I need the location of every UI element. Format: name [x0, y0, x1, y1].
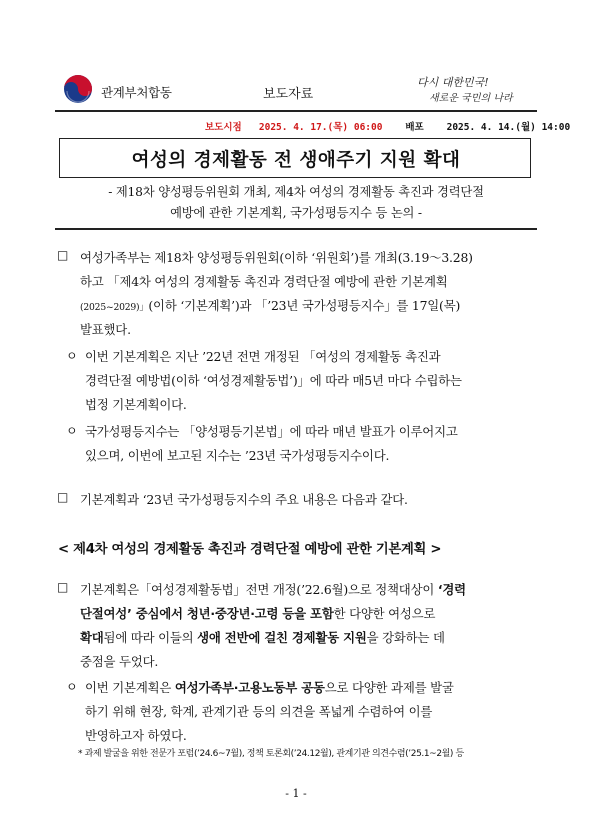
para1-line: 여성가족부는 제18차 양성평등위원회(이하 ‘위원회’)를 개최(3.19～3.28): [80, 250, 473, 265]
sub3-line: [85, 678, 454, 696]
sub3-text: 으로 다양한 과제를 발굴: [324, 680, 454, 695]
sub1-line: 경력단절 예방법(이하 ‘여성경제활동법’)」에 따라 매5년 마다 수립하는: [85, 373, 462, 388]
sub3-text: 이번 기본계획은: [85, 680, 175, 695]
para1-line-tail: (이하 ‘기본계획’)과 「’23년 국가성평등지수」를 17일(목): [148, 298, 461, 313]
sub2-line: 국가성평등지수는 「양성평등기본법」에 따라 매년 발표가 이루어지고: [85, 424, 458, 439]
taegeuk-logo-icon: [63, 74, 93, 104]
para3-line: [80, 604, 435, 622]
circle-bullet: ㅇ: [66, 349, 78, 363]
distribution-label: 배포: [405, 122, 424, 133]
square-bullet: □: [57, 580, 69, 594]
para3-emphasis: ‘경력: [437, 582, 466, 597]
para1-line: 하고 「제4차 여성의 경제활동 촉진과 경력단절 예방에 관한 기본계획: [80, 274, 448, 289]
title-rule: [55, 228, 537, 230]
sub2-line: 있으며, 이번에 보고된 지수는 ’23년 국가성평등지수이다.: [85, 448, 390, 463]
para3-text: 기본계획은「여성경제활동법」전면 개정(’22.6월)으로 정책대상이: [80, 582, 438, 597]
footnote-star: *: [78, 749, 83, 759]
slogan-line-2: 새로운 국민의 나라: [429, 93, 513, 104]
para3-text: 을 강화하는 데: [366, 630, 445, 645]
sub1-line: 이번 기본계획은 지난 ’22년 전면 개정된 「여성의 경제활동 촉진과: [85, 349, 441, 364]
headline: 여성의 경제활동 전 생애주기 지원 확대: [131, 150, 461, 171]
para3-line: 중점을 두었다.: [80, 654, 159, 669]
circle-bullet: ㅇ: [66, 424, 78, 438]
title-box: [59, 138, 531, 178]
footnote: [78, 746, 464, 759]
para3-text: 한 다양한 여성으로: [333, 606, 436, 621]
square-bullet: □: [57, 490, 69, 504]
para3-emphasis: 단절여성’ 중심에서 청년·중장년·고령 등을 포함: [80, 606, 334, 621]
page-number: - 1 -: [285, 787, 307, 800]
document-type: 보도자료: [263, 87, 314, 102]
subheadline-line-2: 예방에 관한 기본계획, 국가성평등지수 등 논의 -: [170, 206, 422, 220]
embargo-time: 2025. 4. 17.(목) 06:00: [258, 122, 383, 133]
footnote-text: 과제 발굴을 위한 전문가 포럼(’24.6~7월), 정책 토론회(’24.12월), 관계기관 의견수렴(’25.1~2월) 등: [84, 749, 464, 759]
slogan-calligraphy: [407, 72, 535, 106]
para3-line: [80, 580, 466, 598]
square-bullet: □: [57, 248, 69, 262]
section-title: < 제4차 여성의 경제활동 촉진과 경력단절 예방에 관한 기본계획 >: [58, 542, 442, 557]
sub3-emphasis: 여성가족부·고용노동부 공동: [174, 680, 325, 695]
para3-emphasis: 생애 전반에 걸친 경제활동 지원: [197, 630, 367, 645]
header-rule: [55, 110, 537, 112]
sub3-line: 반영하고자 하였다.: [85, 728, 187, 743]
agency-name: 관계부처합동: [101, 85, 172, 100]
circle-bullet: ㅇ: [66, 680, 78, 694]
sub3-line: 하기 위해 현장, 학계, 관계기관 등의 의견을 폭넓게 수렴하여 이를: [85, 704, 433, 719]
embargo-label: 보도시점: [205, 122, 242, 133]
sub1-line: 법정 기본계획이다.: [85, 397, 187, 412]
para1-line: [80, 296, 460, 314]
distribution-time: 2025. 4. 14.(월) 14:00: [446, 122, 571, 133]
letterhead: [55, 66, 537, 110]
subheadline: [60, 182, 532, 224]
para3-line: [80, 628, 445, 646]
plan-period: (2025~2029)」: [80, 302, 149, 313]
embargo-line: [205, 119, 570, 133]
para3-text: 됨에 따라 이들의: [103, 630, 198, 645]
para1-line: 발표했다.: [80, 322, 131, 337]
slogan-line-1: 다시 대한민국!: [417, 76, 489, 89]
para3-emphasis: 확대: [80, 630, 104, 645]
subheadline-line-1: - 제18차 양성평등위원회 개최, 제4차 여성의 경제활동 촉진과 경력단절: [108, 185, 484, 199]
para2-line: 기본계획과 ‘23년 국가성평등지수의 주요 내용은 다음과 같다.: [80, 492, 408, 507]
